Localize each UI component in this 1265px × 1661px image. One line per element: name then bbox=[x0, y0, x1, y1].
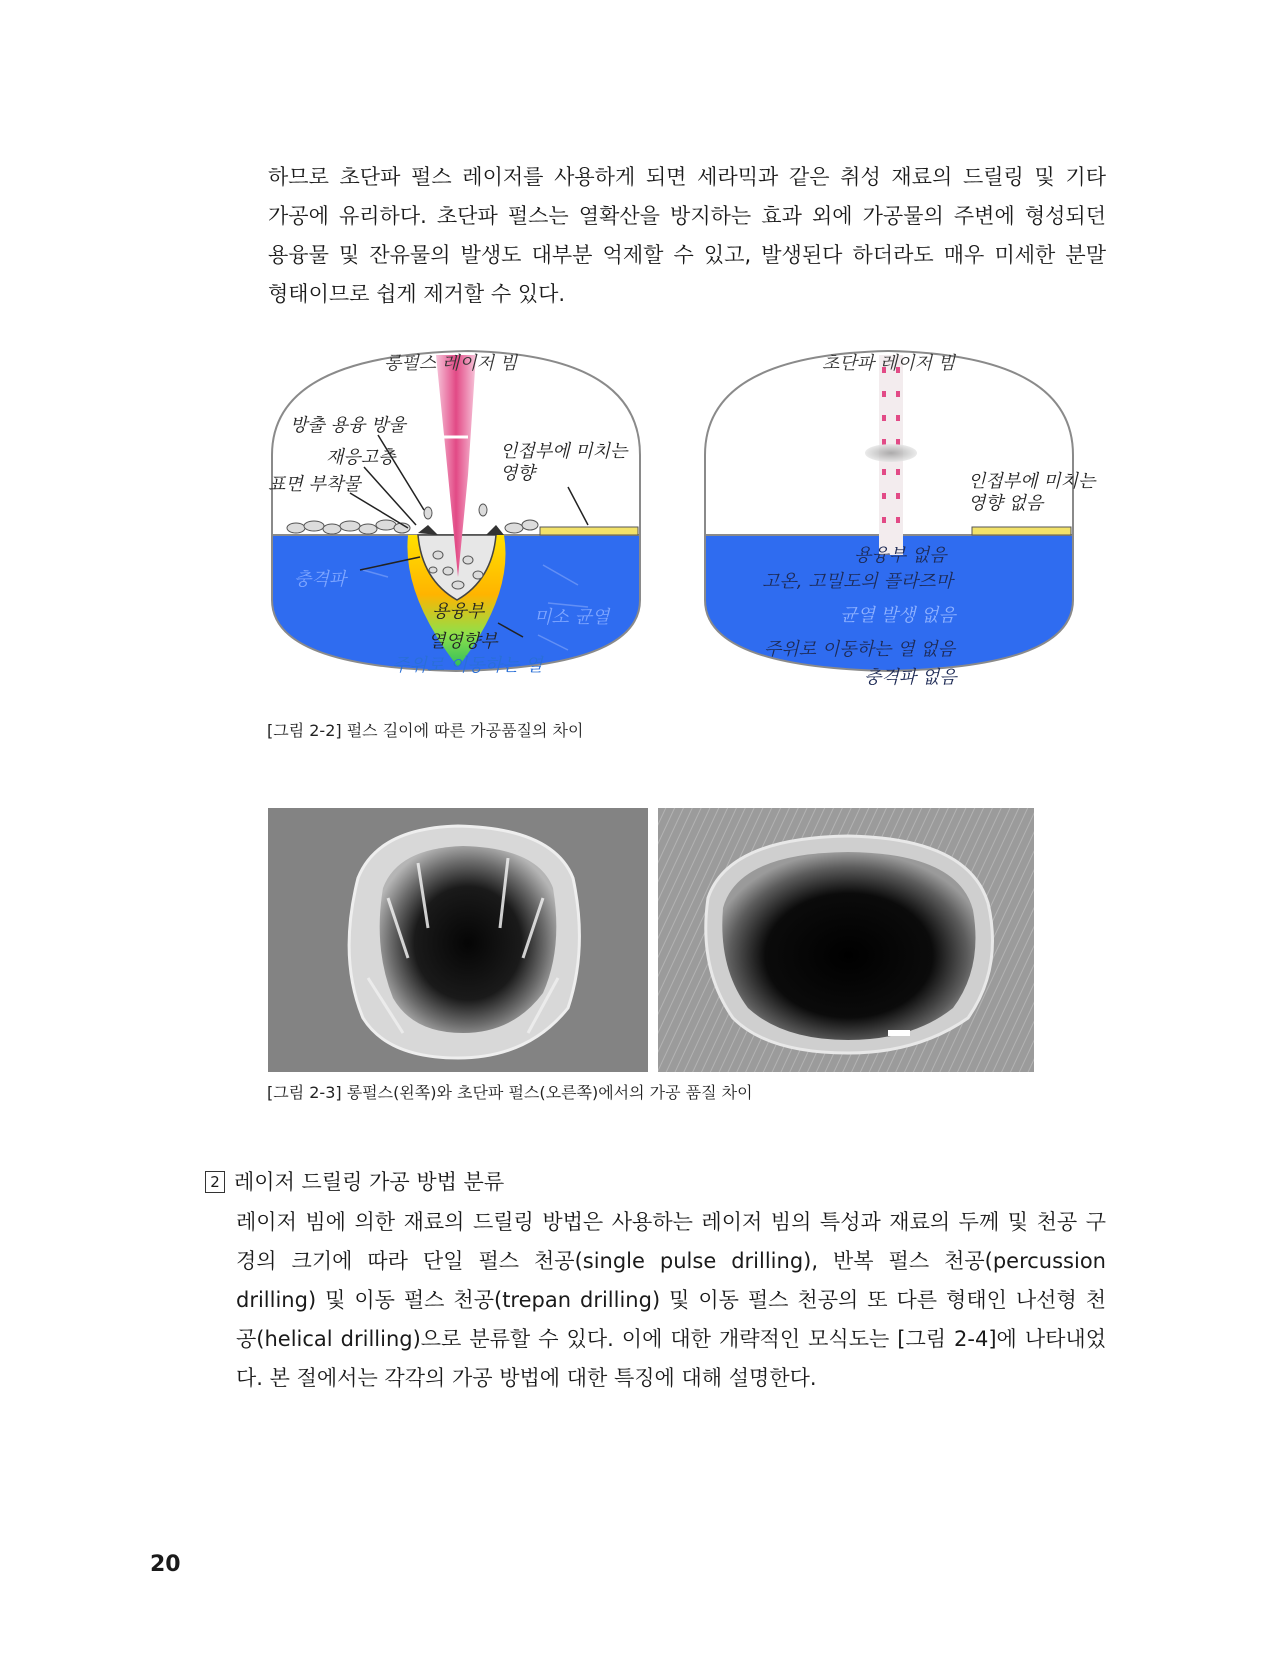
no-adjacent-effect-label-1: 인접부에 미치는 bbox=[968, 471, 1096, 492]
section-number-box: 2 bbox=[205, 1171, 225, 1193]
sem-comparison-images bbox=[268, 808, 1034, 1072]
pulse-length-diagram bbox=[268, 345, 1103, 705]
no-shock-label: 충격파 없음 bbox=[864, 667, 957, 688]
ejected-melt-label: 방출 용융 방울 bbox=[290, 415, 406, 436]
section-heading bbox=[205, 1166, 504, 1196]
micro-crack-label: 미소 균열 bbox=[534, 607, 610, 628]
intro-line: 가공에 유리하다. 초단파 펄스는 열확산을 방지하는 효과 외에 가공물의 주변에 형성되던 bbox=[268, 204, 1106, 228]
recast-layer-label: 재응고층 bbox=[326, 447, 396, 468]
no-adjacent-effect-label-2: 영향 없음 bbox=[968, 493, 1044, 514]
section-line: drilling) 및 이동 펄스 천공(trepan drilling) 및 이동 펄스 천공의 또 다른 형태인 나선형 천 bbox=[236, 1288, 1106, 1312]
ultrashort-pulse-sem-photo bbox=[658, 808, 1034, 1072]
heat-flow-label: 주위로 이동하는 열 bbox=[392, 655, 543, 676]
figure-2-3-caption: [그림 2-3] 롱펄스(왼쪽)와 초단파 펄스(오른쪽)에서의 가공 품질 차이 bbox=[267, 1083, 753, 1102]
right-beam-label: 초단파 레이저 빔 bbox=[822, 353, 956, 374]
intro-line: 하므로 초단파 펄스 레이저를 사용하게 되면 세라믹과 같은 취성 재료의 드릴링 및 기타 bbox=[268, 165, 1106, 189]
unaffected-surface bbox=[972, 527, 1071, 535]
melt-zone-label: 용융부 bbox=[432, 601, 485, 622]
left-beam-label: 롱펄스 레이저 빔 bbox=[384, 353, 518, 374]
no-heat-flow-label: 주위로 이동하는 열 없음 bbox=[764, 639, 956, 660]
no-crack-label: 균열 발생 없음 bbox=[840, 605, 956, 626]
section-line: 경의 크기에 따라 단일 펄스 천공(single pulse drilling), 반복 펄스 천공(percussion bbox=[236, 1249, 1106, 1273]
intro-paragraph bbox=[268, 158, 1106, 314]
ultrashort-pulse-panel bbox=[705, 351, 1097, 688]
section-line: 레이저 빔에 의한 재료의 드릴링 방법은 사용하는 레이저 빔의 특성과 재료의 두께 및 천공 구 bbox=[236, 1210, 1106, 1234]
long-pulse-panel bbox=[268, 351, 640, 676]
intro-line: 형태이므로 쉽게 제거할 수 있다. bbox=[268, 282, 566, 306]
adjacent-effect-label-2: 영향 bbox=[500, 463, 535, 484]
long-pulse-sem-photo bbox=[268, 808, 648, 1072]
section-line: 다. 본 절에서는 각각의 가공 방법에 대한 특징에 대해 설명한다. bbox=[236, 1366, 817, 1390]
plasma-cloud bbox=[865, 444, 917, 462]
figure-2-2-caption: [그림 2-2] 펄스 길이에 따른 가공품질의 차이 bbox=[267, 721, 584, 740]
page-number: 20 bbox=[150, 1552, 181, 1577]
section-line: 공(helical drilling)으로 분류할 수 있다. 이에 대한 개략적인 모식도는 [그림 2-4]에 나타내었 bbox=[236, 1327, 1106, 1351]
section-title: 레이저 드릴링 가공 방법 분류 bbox=[234, 1170, 505, 1194]
no-melt-label: 용융부 없음 bbox=[854, 545, 947, 566]
plasma-label: 고온, 고밀도의 플라즈마 bbox=[762, 571, 954, 592]
surface-debris-label: 표면 부착물 bbox=[268, 474, 361, 495]
haz-label: 열영향부 bbox=[428, 631, 498, 652]
shock-wave-label: 충격파 bbox=[294, 569, 347, 590]
intro-line: 용융물 및 잔유물의 발생도 대부분 억제할 수 있고, 발생된다 하더라도 매우 미세한 분말 bbox=[268, 243, 1106, 267]
section-paragraph bbox=[236, 1203, 1106, 1398]
adjacent-effect-label-1: 인접부에 미치는 bbox=[500, 441, 628, 462]
adjacent-affected-surface bbox=[540, 527, 638, 535]
